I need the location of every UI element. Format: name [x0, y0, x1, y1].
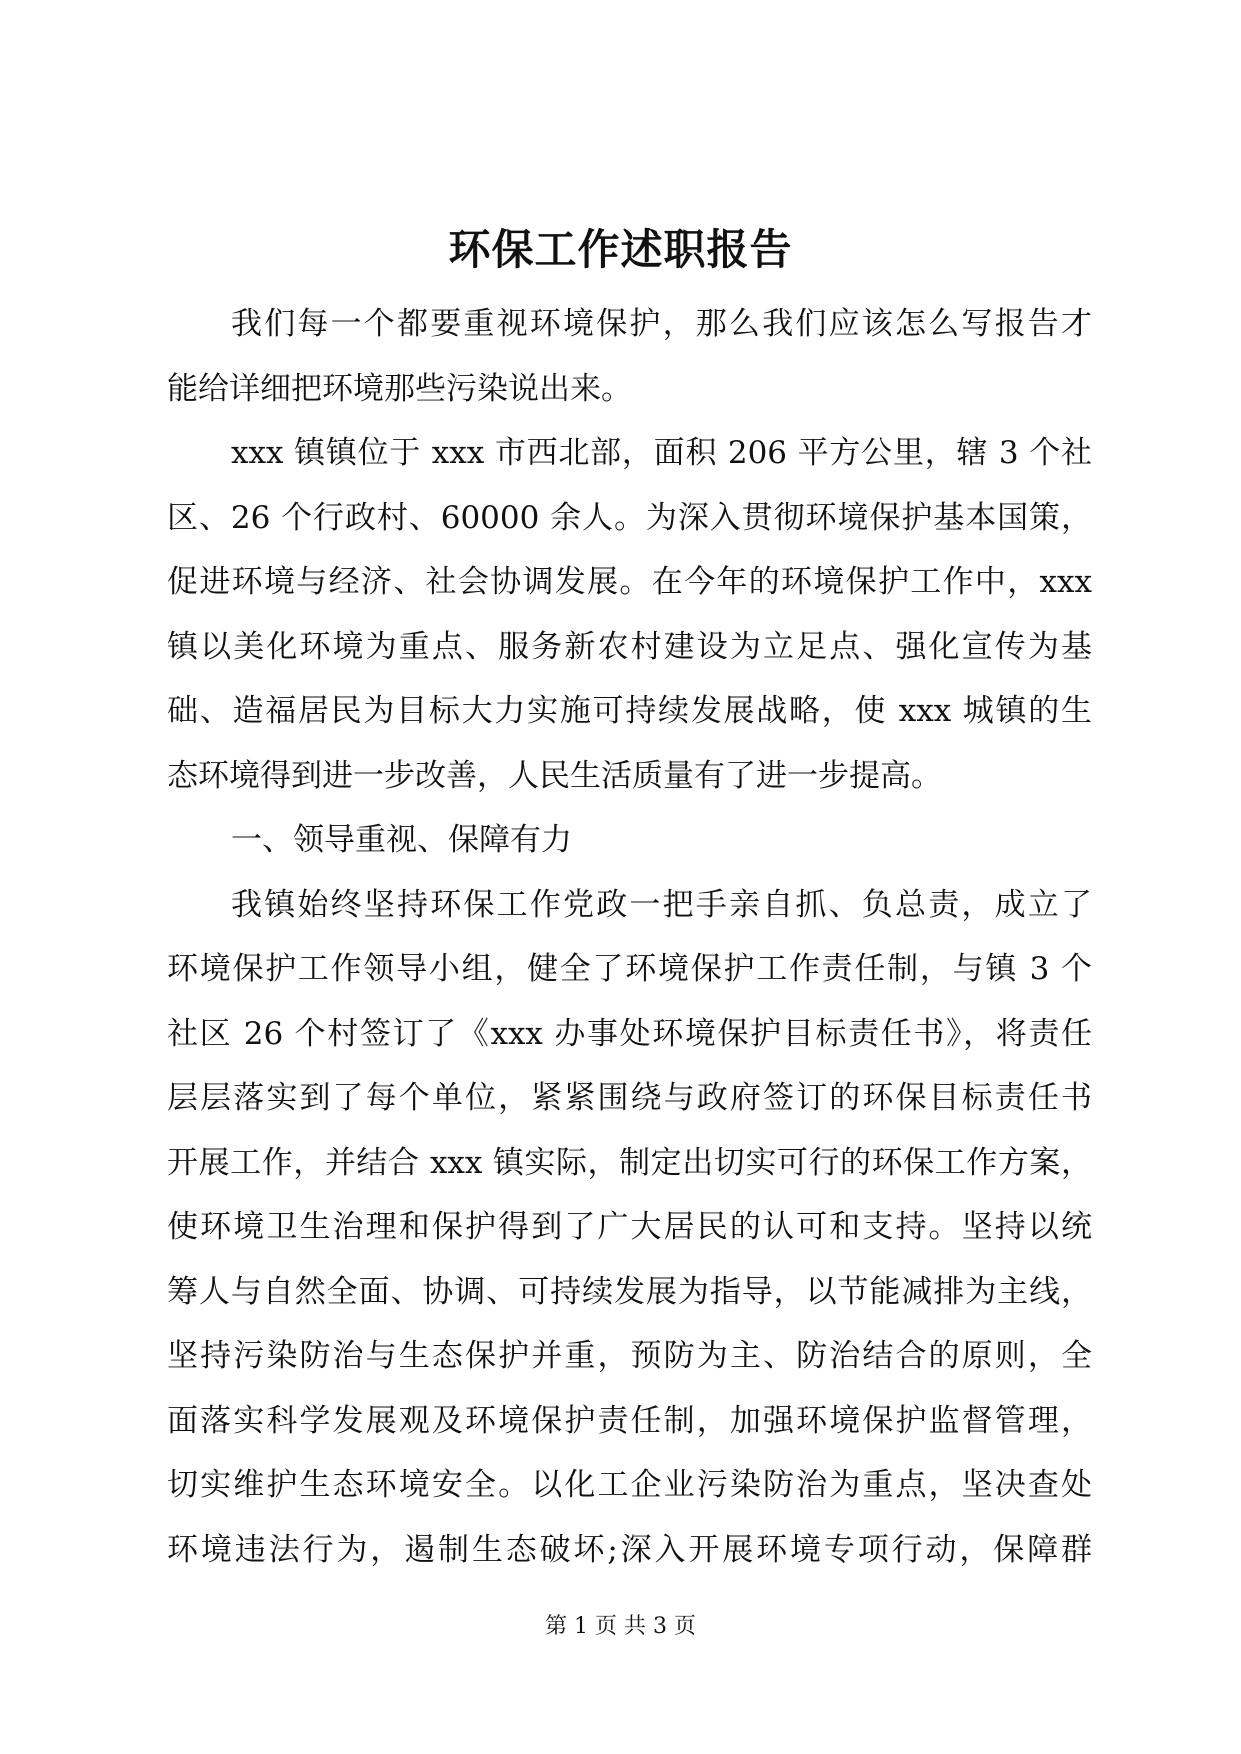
paragraph-line: 区、26 个行政村、60000 余人。为深入贯彻环境保护基本国策，	[167, 499, 1092, 536]
document-body	[167, 292, 1092, 1582]
paragraph-line: 镇以美化环境为重点、服务新农村建设为立足点、强化宣传为基	[167, 628, 1092, 665]
paragraph-line: 环境违法行为，遏制生态破坏;深入开展环境专项行动，保障群	[167, 1531, 1092, 1568]
paragraph-line: 环境保护工作领导小组，健全了环境保护工作责任制，与镇 3 个	[167, 951, 1092, 987]
paragraph-line: 社区 26 个村签订了《xxx 办事处环境保护目标责任书》，将责任	[167, 1015, 1092, 1052]
page-number-footer: 第 1 页 共 3 页	[545, 1614, 696, 1639]
section-heading: 一、领导重视、保障有力	[231, 822, 572, 858]
paragraph-line: 切实维护生态环境安全。以化工企业污染防治为重点，坚决查处	[167, 1467, 1092, 1503]
paragraph-line: xxx 镇镇位于 xxx 市西北部，面积 206 平方公里，辖 3 个社	[231, 435, 1092, 471]
paragraph-line: 础、造福居民为目标大力实施可持续发展战略，使 xxx 城镇的生	[167, 693, 1092, 729]
paragraph-line: 我们每一个都要重视环境保护，那么我们应该怎么写报告才	[231, 306, 1092, 342]
paragraph-line: 促进环境与经济、社会协调发展。在今年的环境保护工作中，xxx	[167, 564, 1092, 600]
paragraph-line: 筹人与自然全面、协调、可持续发展为指导，以节能减排为主线，	[167, 1273, 1092, 1310]
paragraph-line: 使环境卫生治理和保护得到了广大居民的认可和支持。坚持以统	[167, 1209, 1092, 1245]
paragraph-line: 开展工作，并结合 xxx 镇实际，制定出切实可行的环保工作方案，	[167, 1144, 1092, 1181]
paragraph-line: 面落实科学发展观及环境保护责任制，加强环境保护监督管理，	[167, 1402, 1092, 1439]
paragraph-line: 层层落实到了每个单位，紧紧围绕与政府签订的环保目标责任书	[167, 1080, 1092, 1116]
paragraph-line: 我镇始终坚持环保工作党政一把手亲自抓、负总责，成立了	[231, 886, 1092, 923]
paragraph-line: 态环境得到进一步改善，人民生活质量有了进一步提高。	[167, 757, 942, 794]
paragraph-line: 能给详细把环境那些污染说出来。	[167, 370, 632, 407]
paragraph-line: 坚持污染防治与生态保护并重，预防为主、防治结合的原则，全	[167, 1338, 1092, 1374]
document-title: 环保工作述职报告	[448, 225, 793, 274]
